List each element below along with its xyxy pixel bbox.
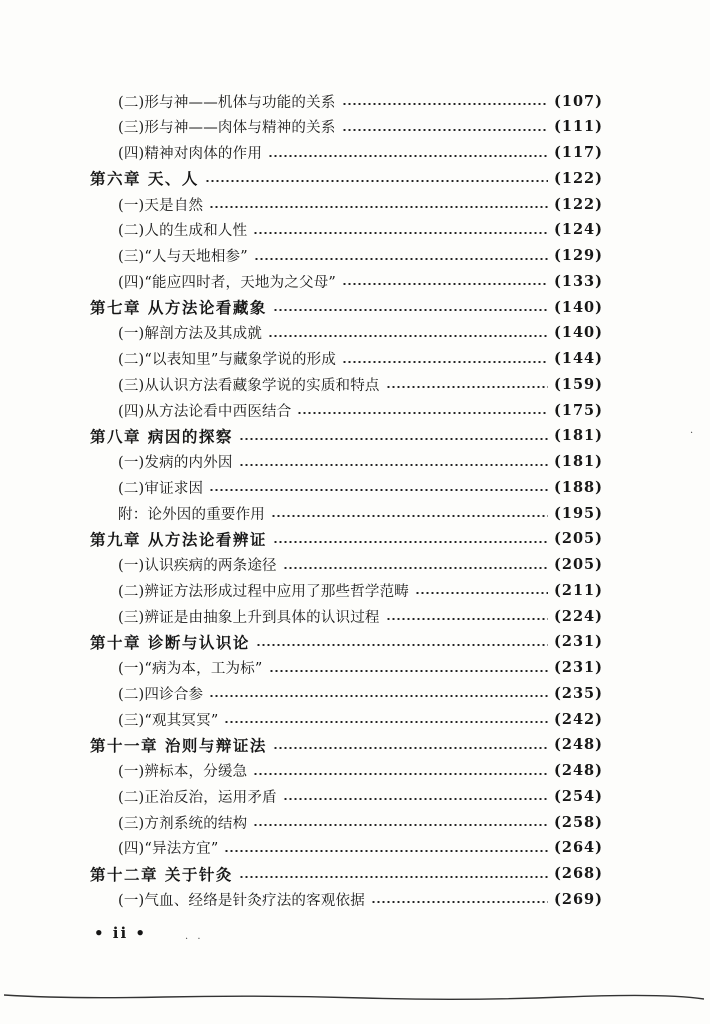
toc-entry-title: (四)“异法方宜”	[118, 841, 219, 858]
scan-speck: · ·	[185, 934, 204, 945]
toc-entry-title: (一)天是自然	[118, 197, 204, 214]
toc-chapter-entry	[90, 526, 603, 552]
toc-entry-title: (四)精神对肉体的作用	[118, 146, 263, 162]
toc-page-number: (258)	[554, 813, 603, 831]
toc-entry-title: (四)“能应四时者，天地为之父母”	[118, 274, 337, 291]
toc-entry-title: 第六章 天、人	[90, 169, 199, 189]
toc-chapter-entry	[90, 423, 603, 449]
toc-section-entry	[118, 886, 603, 912]
toc-entry-title: 附：论外因的重要作用	[118, 506, 265, 523]
toc-section-entry	[118, 577, 603, 603]
toc-page-number: (248)	[554, 762, 603, 779]
toc-page-number: (181)	[554, 453, 603, 470]
toc-entry-title: (二)审证求因	[118, 480, 204, 497]
dot-leader	[224, 721, 548, 723]
toc-page-number: (122)	[554, 169, 603, 187]
dot-leader	[209, 489, 548, 491]
toc-page-number: (107)	[554, 92, 603, 110]
toc-section-entry	[118, 397, 603, 423]
toc-page-number: (195)	[554, 504, 603, 522]
toc-entry-title: (一)解剖方法及其成就	[118, 326, 263, 343]
toc-page-number: (122)	[554, 195, 603, 213]
toc-section-entry	[118, 835, 603, 861]
toc-entry-title: 第七章 从方法论看藏象	[90, 298, 267, 317]
toc-section-entry	[118, 758, 603, 784]
toc-section-entry	[118, 552, 603, 578]
toc-entry-title: (二)“以表知里”与藏象学说的形成	[118, 352, 337, 368]
dot-leader	[209, 695, 548, 697]
dot-leader	[415, 592, 548, 594]
toc-chapter-entry	[90, 861, 603, 887]
toc-entry-title: (三)从认识方法看藏象学说的实质和特点	[118, 377, 380, 394]
toc-entry-title: (四)从方法论看中西医结合	[118, 403, 292, 420]
scan-speck: ·	[690, 428, 694, 439]
toc-entry-title: (二)正治反治，运用矛盾	[118, 789, 277, 806]
toc-page-number: (205)	[554, 556, 603, 573]
toc-section-entry	[118, 320, 603, 346]
toc-entry-title: (三)“人与天地相参”	[118, 249, 248, 265]
toc-entry-title: (二)形与神——机体与功能的关系	[118, 94, 336, 111]
dot-leader	[273, 541, 548, 543]
toc-entry-title: (一)气血、经络是针灸疗法的客观依据	[118, 892, 365, 909]
toc-section-entry	[118, 217, 603, 243]
toc-entry-title: (三)“观其冥冥”	[118, 712, 219, 729]
toc-page-number: (268)	[554, 865, 603, 882]
dot-leader	[342, 129, 548, 131]
toc-page-number: (175)	[554, 401, 603, 419]
toc-section-entry	[118, 783, 603, 809]
toc-entry-title: (三)形与神——肉体与精神的关系	[118, 120, 336, 137]
toc-entry-title: (一)辨标本，分缓急	[118, 764, 248, 780]
toc-entry-title: 第十章 诊断与认识论	[90, 632, 250, 652]
dot-leader	[283, 798, 548, 800]
toc-page-number: (242)	[554, 710, 603, 728]
toc-section-entry	[118, 680, 603, 706]
toc-chapter-entry	[90, 629, 603, 655]
toc-entry-title: 第十一章 治则与辩证法	[90, 735, 267, 755]
page-bottom-edge	[4, 993, 704, 1007]
dot-leader	[342, 103, 548, 105]
dot-leader	[386, 618, 548, 620]
dot-leader	[239, 464, 548, 466]
toc-page-number: (140)	[554, 298, 603, 316]
dot-leader	[273, 309, 548, 311]
dot-leader	[239, 876, 548, 878]
dot-leader	[283, 567, 548, 569]
toc-page-number: (129)	[554, 247, 603, 264]
dot-leader	[209, 206, 548, 208]
toc-entry-title: 第十二章 关于针灸	[90, 864, 233, 884]
dot-leader	[271, 515, 548, 517]
toc-page-number: (124)	[554, 221, 603, 239]
dot-leader	[256, 644, 548, 646]
toc-page-number: (133)	[554, 272, 603, 290]
toc-section-entry	[118, 474, 603, 500]
toc-page-number: (211)	[554, 581, 603, 599]
toc-chapter-entry	[90, 732, 603, 758]
toc-section-entry	[118, 603, 603, 629]
dot-leader	[253, 232, 548, 234]
dot-leader	[268, 335, 548, 337]
toc-section-entry	[118, 655, 603, 681]
toc-section-entry	[118, 88, 603, 114]
toc-page-number: (224)	[554, 607, 603, 625]
dot-leader	[224, 850, 548, 852]
dot-leader	[342, 283, 548, 285]
toc-entry-title: (二)四诊合参	[118, 686, 204, 703]
toc-chapter-entry	[90, 294, 603, 320]
dot-leader	[269, 670, 548, 672]
toc-page-number: (248)	[554, 736, 603, 754]
toc-page-number: (205)	[554, 530, 603, 548]
toc-section-entry	[118, 114, 603, 140]
toc-page-number: (144)	[554, 350, 603, 367]
toc-section-entry	[118, 268, 603, 294]
dot-leader	[254, 258, 548, 260]
toc-entry-title: 第九章 从方法论看辨证	[90, 529, 267, 549]
toc-page-number: (140)	[554, 324, 603, 342]
toc-section-entry	[118, 140, 603, 166]
toc-section-entry	[118, 500, 603, 526]
toc-page-number: (231)	[554, 659, 603, 676]
toc-entry-title: (一)认识疾病的两条途径	[118, 558, 277, 574]
toc-page-number: (235)	[554, 684, 603, 702]
toc-page-number: (264)	[554, 839, 603, 857]
dot-leader	[297, 412, 548, 414]
toc-page-number: (269)	[554, 890, 603, 908]
toc-entry-title: (一)发病的内外因	[118, 455, 233, 471]
toc-page-number: (188)	[554, 478, 603, 496]
toc-section-entry	[118, 449, 603, 475]
toc-section-entry	[118, 243, 603, 269]
dot-leader	[371, 901, 548, 903]
toc-page-number: (117)	[554, 144, 603, 161]
toc-page-number: (111)	[554, 118, 603, 136]
toc-entry-title: (三)方剂系统的结构	[118, 815, 248, 832]
dot-leader	[253, 773, 548, 775]
dot-leader	[239, 438, 548, 440]
toc-entry-title: (一)“病为本，工为标”	[118, 661, 263, 677]
toc-section-entry	[118, 346, 603, 372]
toc-page-number: (254)	[554, 787, 603, 805]
toc-section-entry	[118, 809, 603, 835]
dot-leader	[386, 386, 548, 388]
toc-page-number: (231)	[554, 633, 603, 651]
dot-leader	[342, 361, 548, 363]
toc-page-number: (181)	[554, 427, 603, 445]
toc-entry-title: (二)人的生成和人性	[118, 223, 248, 240]
toc-page-number: (159)	[554, 375, 603, 393]
dot-leader	[268, 155, 548, 157]
toc-section-entry	[118, 191, 603, 217]
toc-chapter-entry	[90, 165, 603, 191]
page-number-marker: • ii •	[94, 924, 148, 942]
dot-leader	[273, 747, 548, 749]
toc-entry-title: (三)辨证是由抽象上升到具体的认识过程	[118, 609, 380, 626]
dot-leader	[205, 180, 548, 182]
toc-entry-title: 第八章 病因的探察	[90, 426, 233, 446]
toc-section-entry	[118, 706, 603, 732]
toc-section-entry	[118, 371, 603, 397]
toc-entry-title: (二)辨证方法形成过程中应用了那些哲学范畴	[118, 583, 410, 600]
dot-leader	[253, 824, 548, 826]
